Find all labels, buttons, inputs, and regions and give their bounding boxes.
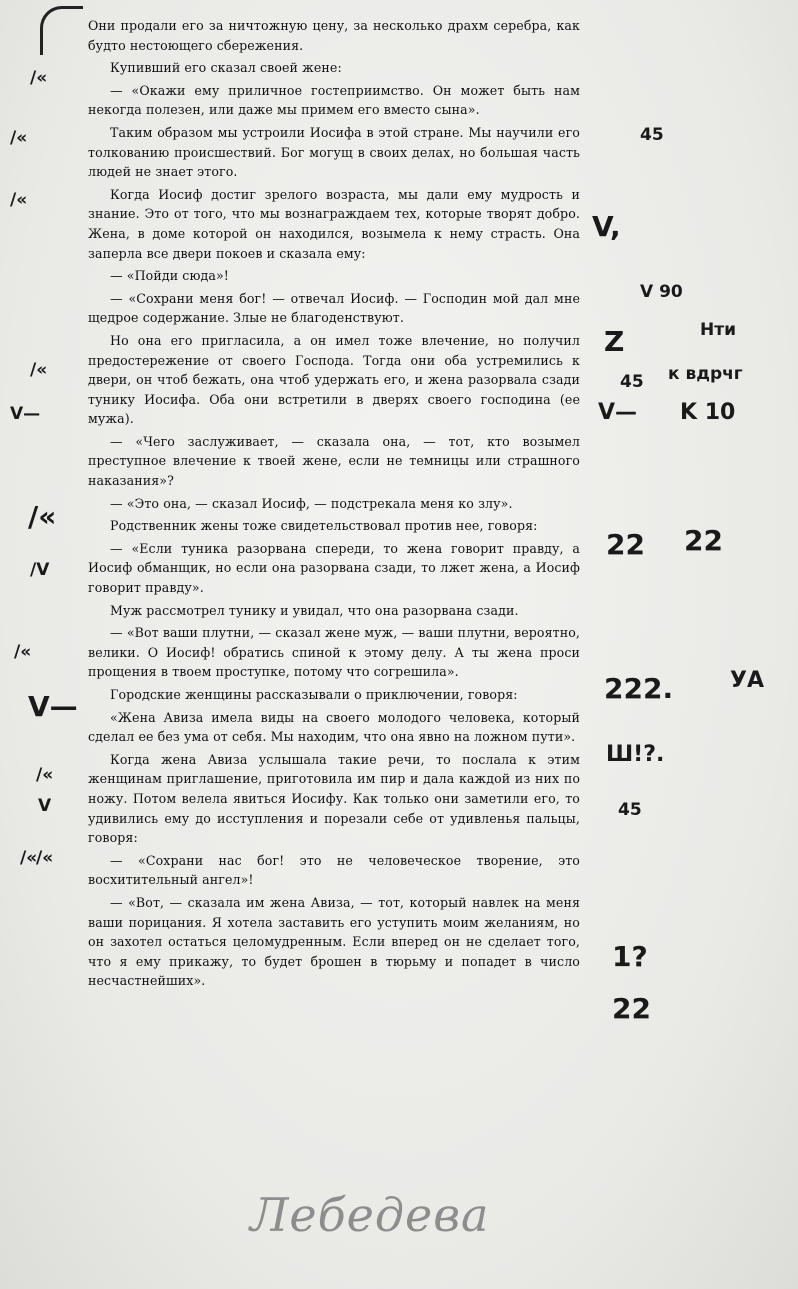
margin-note-right: к вдрчг — [668, 364, 743, 384]
margin-note-right: K 10 — [680, 400, 736, 425]
margin-mark-left: /« — [30, 68, 48, 88]
main-text — [88, 16, 580, 994]
margin-mark-left: /« — [30, 360, 48, 380]
paragraph: Таким образом мы устроили Иосифа в этой стране. Мы научили его толкованию происшествий. Бог могущ в своих делах, но большая часть людей не знает этого. — [88, 124, 580, 180]
margin-mark-left: /« — [10, 190, 28, 210]
signature: Лебедева — [250, 1188, 490, 1242]
margin-mark-left: /« — [10, 128, 28, 148]
margin-mark-left: V— — [10, 404, 41, 424]
paragraph: «Жена Авиза имела виды на своего молодого человека, который сделал ее без ума от себя. Мы находим, что она явно на ложном пути». — [88, 709, 580, 745]
margin-note-right: V 90 — [640, 282, 683, 302]
paragraph: — «Сохрани меня бог! — отвечал Иосиф. — Господин мой дал мне щедрое содержание. Злые не благоденствуют. — [88, 290, 580, 326]
margin-mark-left: /« — [14, 642, 32, 662]
paragraph: Они продали его за ничтожную цену, за несколько драхм серебра, как будто нестоющего сбережения. — [88, 18, 580, 53]
corner-bracket-mark — [40, 6, 83, 55]
margin-note-right: 45 — [618, 800, 642, 820]
margin-mark-left: /V — [30, 560, 50, 580]
paragraph: — «Если туника разорвана спереди, то жена говорит правду, а Иосиф обманщик, но если она разорвана сзади, то лжет жена, а Иосиф говорит правду». — [88, 540, 580, 596]
margin-note-right: 22 — [612, 992, 651, 1025]
margin-note-right: Ш!?. — [606, 742, 665, 767]
margin-note-right: 22 — [684, 524, 723, 557]
paragraph: — «Вот ваши плутни, — сказал жене муж, — ваши плутни, вероятно, велики. О Иосиф! обратись спиной к этому делу. А ты жена проси прощения в твоем проступке, потому что согрешила». — [88, 625, 580, 680]
paragraph: Муж рассмотрел тунику и увидал, что она разорвана сзади. — [110, 602, 519, 618]
paragraph: Родственник жены тоже свидетельствовал против нее, говоря: — [110, 518, 538, 534]
margin-mark-left: /« — [28, 500, 57, 533]
margin-note-right: Z — [604, 325, 625, 358]
paragraph: — «Сохрани нас бог! это не человеческое творение, это восхитительный ангел»! — [88, 852, 580, 888]
margin-mark-left: V— — [28, 690, 78, 723]
margin-mark-left: /« — [20, 848, 38, 868]
paragraph: — «Окажи ему приличное гостеприимство. Он может быть нам некогда полезен, или даже мы примем его вместо сына». — [88, 82, 580, 118]
margin-note-right: V, — [592, 210, 621, 243]
margin-note-right: 45 — [620, 372, 644, 392]
margin-note-right: V— — [598, 400, 638, 425]
margin-note-right: УА — [730, 668, 764, 693]
margin-note-right: Hти — [700, 320, 736, 340]
margin-note-right: 22 — [606, 528, 645, 561]
paragraph: Когда жена Авиза услышала такие речи, то послала к этим женщинам приглашение, приготовила им пир и дала каждой из них по ножу. Потом велела явиться Иосифу. Как только они заметили его, то удивились ему до исступления и порезали себе от удивленья пальцы, говоря: — [88, 751, 580, 846]
margin-note-right: 45 — [640, 125, 664, 145]
margin-mark-left: /« — [36, 765, 54, 785]
paragraph: — «Это она, — сказал Иосиф, — подстрекала меня ко злу». — [110, 495, 513, 511]
margin-mark-left: V — [38, 796, 52, 816]
margin-note-right: 1? — [612, 940, 648, 973]
paragraph: Городские женщины рассказывали о приключении, говоря: — [110, 687, 518, 702]
paragraph: Когда Иосиф достиг зрелого возраста, мы дали ему мудрость и знание. Это от того, что мы вознаграждаем тех, которые творят добро. Жена, в доме которой он находился, возымела к нему страсть. Она заперла все двери покоев и сказала ему: — [88, 186, 580, 261]
paragraph: Но она его пригласила, а он имел тоже влечение, но получил предостережение от своего Господа. Тогда они оба устремились к двери, он чтоб бежать, она чтоб удержать его, и жена разорвала сзади тунику Иосифа. Оба они встретили в дверях своего господина (ее мужа). — [88, 332, 580, 427]
paragraph: — «Чего заслуживает, — сказала она, — тот, кто возымел преступное влечение к твоей жене, если не темницы или страшного наказания»? — [88, 433, 580, 489]
paragraph: — «Пойди сюда»! — [110, 268, 229, 284]
paragraph: Купивший его сказал своей жене: — [110, 60, 342, 76]
margin-note-right: 222. — [604, 672, 674, 705]
margin-mark-left: /« — [36, 848, 54, 868]
paragraph: — «Вот, — сказала им жена Авиза, — тот, который навлек на меня ваши порицания. Я хотела заставить его уступить моим желаниям, но он захотел остаться целомудренным. Если вперед он не сделает того, что я ему прикажу, то будет брошен в тюрьму и попадет в число несчастнейших». — [88, 894, 580, 989]
